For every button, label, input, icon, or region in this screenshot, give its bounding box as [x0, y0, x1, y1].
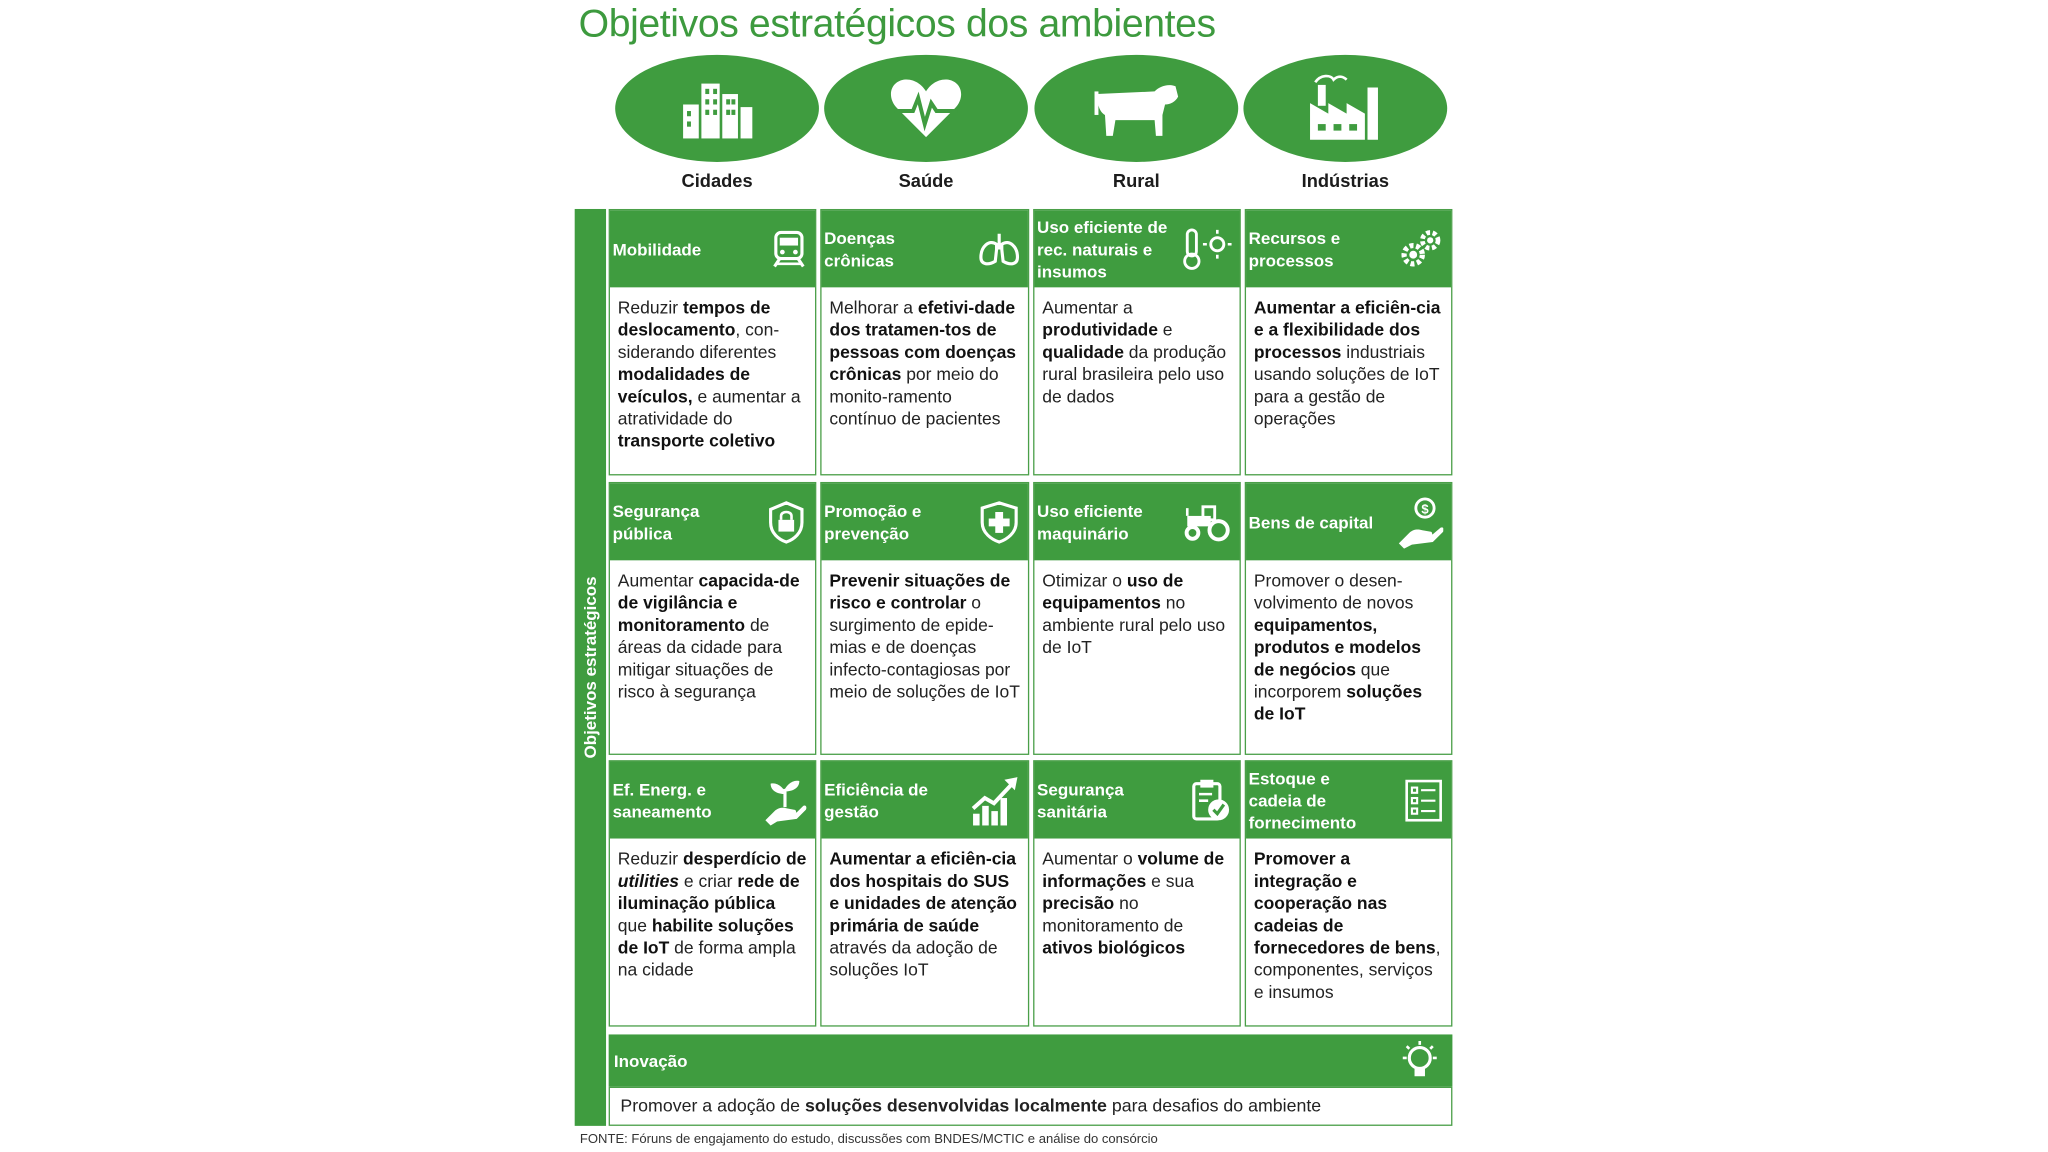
objective-description: Aumentar a eficiên-cia dos hospitais do SUS e unidades de atenção primária de saúde através da adoção de soluções IoT: [829, 848, 1017, 980]
growth-chart-icon: [970, 774, 1020, 826]
hand-money-icon: [1396, 496, 1443, 548]
heart-pulse-icon: [887, 74, 965, 142]
checklist-icon: [1404, 778, 1443, 822]
objective-cell-doencas-cronicas: [820, 209, 1029, 475]
objective-header: [822, 210, 1028, 287]
objective-cell-bens-de-capital: [1245, 482, 1453, 755]
objective-cell-mobilidade: [609, 209, 817, 475]
factory-icon: [1305, 72, 1386, 145]
city-buildings-icon: [678, 76, 756, 141]
objective-cell-estoque-e-cadeia-de-fornecimento: [1245, 760, 1453, 1026]
objective-description: Reduzir desperdício de utilities e criar rede de iluminação pública que habilite soluções de IoT de forma ampla na cidade: [617, 848, 807, 980]
objective-header: [610, 483, 815, 560]
objective-cell-seguranca-sanitaria: [1033, 760, 1241, 1026]
objective-description: Melhorar a efetivi-dade dos tratamen-tos de pessoas com doenças crônicas por meio do monito-ramento contínuo de pacientes: [829, 297, 1017, 429]
objective-cell-recursos-e-processos: [1245, 209, 1453, 475]
objective-cell-uso-eficiente-maquinario: [1033, 482, 1241, 755]
objective-cell-ef-energ-e-saneamento: [609, 760, 817, 1026]
objective-header: [1034, 210, 1239, 287]
objective-title: Promoção e prevenção: [824, 500, 922, 543]
objective-description: Aumentar a produtividade e qualidade da produção rural brasileira pelo uso de dados: [1042, 297, 1227, 407]
objective-description: Promover a integração e cooperação nas cadeias de fornecedores de bens, componentes, serviços e insumos: [1253, 848, 1441, 1002]
page-title: Objetivos estratégicos dos ambientes: [578, 2, 1216, 46]
svg-text:$: $: [1421, 500, 1429, 516]
objective-header: [610, 761, 815, 838]
objective-title: Uso eficiente de rec. naturais e insumos: [1037, 216, 1168, 281]
objective-title: Bens de capital: [1248, 511, 1374, 532]
shield-lock-icon: [765, 500, 807, 544]
objective-cell-eficiencia-de-gestao: [820, 760, 1029, 1026]
objective-description: Prevenir situações de risco e controlar o surgimento de epide-mias e de doenças infecto-contagiosas por meio de soluções de IoT: [829, 570, 1020, 702]
objective-cell-uso-eficiente-de-rec-naturais-e-insumos: [1033, 209, 1241, 475]
thermometer-sun-icon: [1179, 227, 1231, 271]
objective-cell-seguranca-publica: [609, 482, 817, 755]
env-industrias-oval: [1243, 55, 1447, 162]
objective-cell-promocao-e-prevencao: [820, 482, 1029, 755]
env-label-industrias: Indústrias: [1301, 169, 1389, 191]
tractor-icon: [1182, 502, 1232, 541]
objective-description: Reduzir tempos de deslocamento, con-siderando diferentes modalidades de veículos, e aumentar a atratividade do transporte coletivo: [617, 297, 801, 451]
objective-title: Estoque e cadeia de fornecimento: [1248, 767, 1357, 832]
objective-header: [610, 210, 815, 287]
objective-title: Ef. Energ. e saneamento: [612, 779, 712, 821]
objective-description: Promover o desen-volvimento de novos equipamentos, produtos e modelos de negócios que incorporem soluções de IoT: [1253, 570, 1423, 724]
objective-title: Uso eficiente maquinário: [1037, 500, 1143, 543]
medical-cross-shield-icon: [978, 500, 1020, 544]
objective-header: [822, 761, 1028, 838]
objective-header: [822, 483, 1028, 560]
gears-icon: [1396, 227, 1443, 271]
innovation-body: Promover a adoção de soluções desenvolvidas localmente para desafios do ambiente: [609, 1087, 1453, 1126]
objective-title: Eficiência de gestão: [824, 779, 928, 821]
innovation-title: Inovação: [613, 1051, 688, 1072]
source-note: FONTE: Fóruns de engajamento do estudo, discussões com BNDES/MCTIC e análise do consórcio: [579, 1132, 1158, 1147]
lungs-icon: [978, 231, 1020, 268]
env-label-rural: Rural: [1112, 169, 1160, 191]
clipboard-check-icon: [1190, 776, 1232, 823]
innovation-header: [609, 1034, 1453, 1086]
objective-title: Segurança sanitária: [1037, 779, 1124, 821]
train-icon: [771, 229, 808, 268]
lightbulb-icon: [1398, 1041, 1442, 1083]
objective-title: Segurança pública: [612, 500, 700, 543]
objective-description: Aumentar o volume de informações e sua precisão no monitoramento de ativos biológicos: [1042, 848, 1225, 958]
cow-icon: [1089, 76, 1183, 141]
env-saude-oval: [824, 55, 1028, 162]
objective-description: Aumentar a eficiên-cia e a flexibilidade dos processos industriais usando soluções de IoT para a gestão de operações: [1253, 297, 1441, 429]
objective-header: [1246, 483, 1451, 560]
env-label-cidades: Cidades: [681, 169, 753, 191]
env-label-saude: Saúde: [898, 169, 954, 191]
side-label: Objetivos estratégicos: [580, 576, 601, 759]
objective-title: Recursos e processos: [1248, 227, 1341, 270]
env-rural-oval: [1034, 55, 1238, 162]
plant-hand-icon: [763, 775, 807, 825]
objective-title: Mobilidade: [612, 239, 702, 259]
env-cidades-oval: [615, 55, 819, 162]
objective-description: Aumentar capacida-de de vigilância e monitoramento de áreas da cidade para mitigar situações de risco à segurança: [617, 570, 800, 702]
objective-header: [1034, 761, 1239, 838]
objective-title: Doenças crônicas: [824, 227, 895, 270]
objective-header: [1246, 210, 1451, 287]
objective-description: Otimizar o uso de equipamentos no ambiente rural pelo uso de IoT: [1042, 570, 1226, 657]
objective-header: [1034, 483, 1239, 560]
objective-header: [1246, 761, 1451, 838]
